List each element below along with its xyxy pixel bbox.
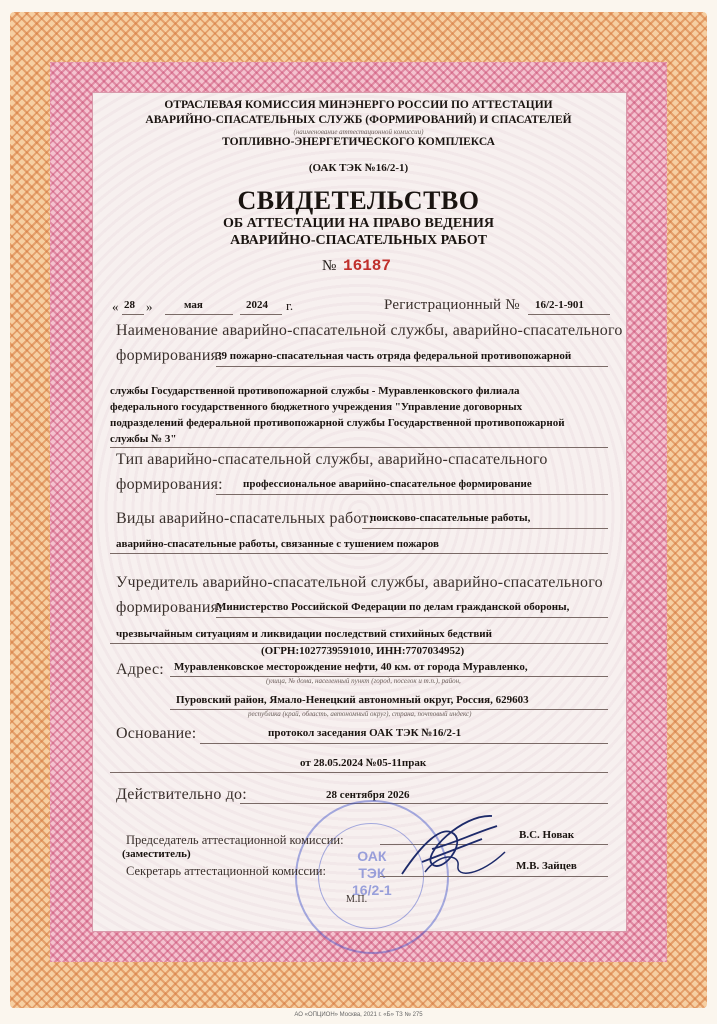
founder-value-1: Министерство Российской Федерации по делам гражданской обороны, [216, 601, 570, 613]
commission-line-2: АВАРИЙНО-СПАСАТЕЛЬНЫХ СЛУЖБ (ФОРМИРОВАНИЙ) И СПАСАТЕЛЕЙ [145, 114, 572, 126]
date-year: 2024 [246, 299, 268, 311]
chair-name: В.С. Новак [519, 829, 575, 841]
work-types-value-2: аварийно-спасательные работы, связанные с тушением пожаров [116, 538, 439, 550]
secretary-signature [420, 842, 510, 882]
commission-line-1: ОТРАСЛЕВАЯ КОМИССИЯ МИНЭНЕРГО РОССИИ ПО АТТЕСТАЦИИ [164, 99, 553, 111]
secretary-label: Секретарь аттестационной комиссии: [126, 864, 326, 878]
seal-place-mark: М.П. [346, 894, 368, 905]
secretary-name: М.В. Зайцев [516, 860, 577, 872]
date-close-quote: » [146, 299, 153, 314]
certificate-number-prefix: № [322, 258, 337, 274]
certificate-subtitle-2: АВАРИЙНО-СПАСАТЕЛЬНЫХ РАБОТ [230, 233, 487, 248]
address-value-1: Муравленковское месторождение нефти, 40 км. от города Муравленко, [174, 661, 528, 673]
date-open-quote: « [112, 299, 119, 314]
service-name-value-1: 39 пожарно-спасательная часть отряда федеральной противопожарной [216, 350, 572, 362]
address-value-2: Пуровский район, Ямало-Ненецкий автономный округ, Россия, 629603 [176, 694, 529, 706]
certificate-subtitle-1: ОБ АТТЕСТАЦИИ НА ПРАВО ВЕДЕНИЯ [222, 216, 495, 231]
service-name-value-5: службы № 3" [110, 433, 177, 445]
seal-text: ОАК ТЭК 16/2-1 [352, 848, 392, 898]
date-day: 28 [124, 299, 135, 311]
commission-code: (ОАК ТЭК №16/2-1) [308, 162, 409, 174]
date-month: мая [184, 299, 203, 311]
founder-value-2: чрезвычайным ситуациям и ликвидации последствий стихийных бедствий [116, 628, 492, 640]
service-type-label-2: формирования: [116, 476, 223, 493]
certificate-title: СВИДЕТЕЛЬСТВО [237, 186, 480, 215]
service-type-value: профессиональное аварийно-спасательное формирование [243, 478, 532, 490]
basis-value-1: протокол заседания ОАК ТЭК №16/2-1 [268, 727, 462, 739]
service-name-value-4: подразделений федеральной противопожарной службы Государственной противопожарной [110, 417, 565, 429]
valid-until-value: 28 сентября 2026 [326, 789, 410, 801]
address-label: Адрес: [116, 661, 164, 678]
basis-value-2: от 28.05.2024 №05-11прак [300, 757, 427, 769]
service-name-value-3: федерального государственного бюджетного учреждения "Управление договорных [110, 401, 523, 413]
founder-label-1: Учредитель аварийно-спасательной службы, аварийно-спасательного [116, 574, 603, 591]
service-name-label-2: формирования: [116, 347, 223, 364]
basis-label: Основание: [116, 725, 197, 742]
printer-footer: АО «ОПЦИОН» Москва, 2021 г. «Б» ТЗ № 275 [294, 1012, 423, 1018]
founder-label-2: формирования: [116, 599, 223, 616]
service-name-label-1: Наименование аварийно-спасательной службы, аварийно-спасательного [116, 322, 623, 339]
chair-deputy: (заместитель) [122, 848, 191, 860]
registration-label: Регистрационный № [384, 297, 520, 313]
service-name-value-2: службы Государственной противопожарной службы - Муравленковского филиала [110, 385, 520, 397]
valid-until-label: Действительно до: [116, 786, 247, 803]
service-type-label-1: Тип аварийно-спасательной службы, аварийно-спасательного [116, 451, 548, 468]
date-year-suffix: г. [286, 298, 294, 313]
commission-line-3: ТОПЛИВНО-ЭНЕРГЕТИЧЕСКОГО КОМПЛЕКСА [222, 136, 495, 148]
registration-number: 16/2-1-901 [535, 299, 584, 311]
certificate-number: 16187 [343, 257, 392, 275]
work-types-label: Виды аварийно-спасательных работ: [116, 510, 374, 527]
founder-value-3: (ОГРН:1027739591010, ИНН:7707034952) [261, 645, 465, 657]
work-types-value-1: поисково-спасательные работы, [370, 512, 531, 524]
address-caption-1: (улица, № дома, населенный пункт (город, поселок и т.п.), район, [266, 677, 461, 685]
address-caption-2: республика (край, область, автономный округ), страна, почтовый индекс) [248, 710, 472, 718]
commission-caption: (наименование аттестационной комиссии) [293, 128, 424, 136]
chair-label: Председатель аттестационной комиссии: [126, 833, 344, 847]
